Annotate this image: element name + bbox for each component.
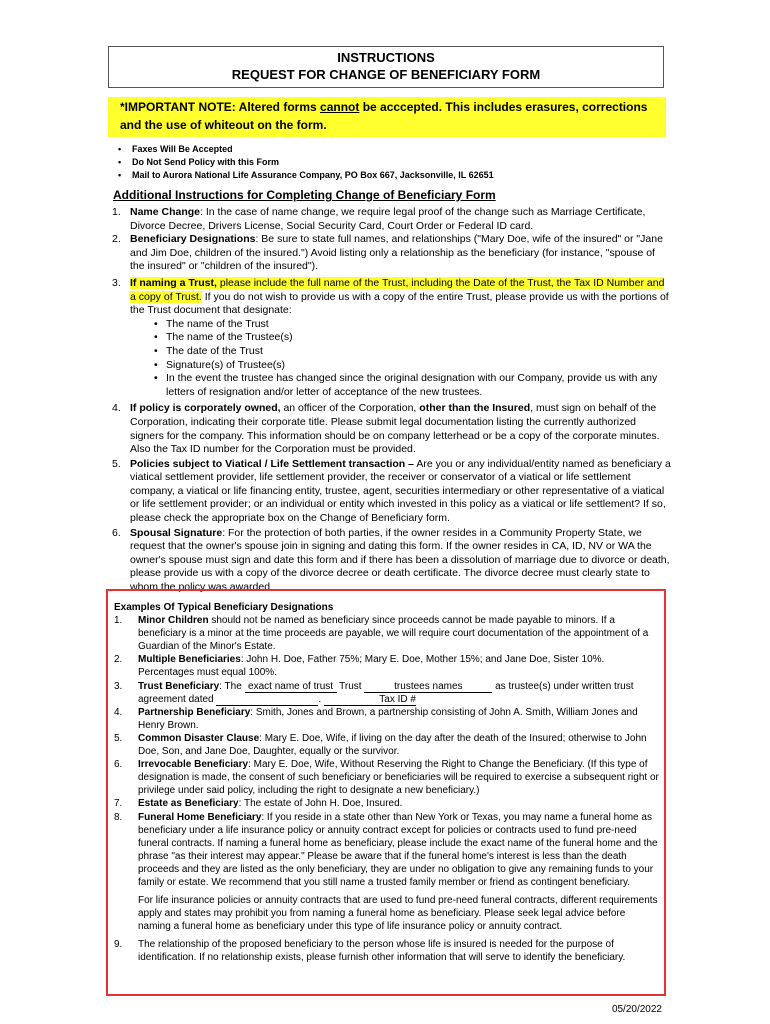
item-title: Multiple Beneficiaries (138, 654, 241, 666)
note-cannot: cannot (320, 100, 360, 114)
item-number: 3. (112, 276, 121, 289)
section-title: Additional Instructions for Completing Change of Beneficiary Form (113, 188, 496, 202)
item-text: as trustee(s) under written trust (492, 680, 634, 692)
item-number: 6. (112, 526, 121, 539)
item-text: . (318, 693, 324, 705)
examples-box (106, 589, 666, 996)
item-title: If naming a Trust, (130, 276, 217, 289)
item-text: If you do not wish to provide us with a copy of the entire Trust, please provide us with the portions of the Trust document that designate: (130, 290, 669, 317)
item-number: 8. (114, 811, 123, 823)
item-text: : The (219, 680, 245, 692)
item-number: 7. (114, 798, 123, 810)
item-title: Trust Beneficiary (138, 680, 220, 692)
instruction-name-change (112, 206, 672, 233)
instruction-spousal-signature (112, 527, 672, 595)
item-title: Beneficiary Designations (130, 233, 256, 246)
item-title: If policy is corporately owned, (130, 402, 281, 415)
examples-title: Examples Of Typical Beneficiary Designations (114, 602, 334, 613)
trust-list-item: • The date of the Trust (130, 345, 672, 359)
item-title: Common Disaster Clause (138, 732, 260, 744)
item-text: : Mary E. Doe, Wife, if living on the day after the death of the Insured; otherwise to John Doe, Son, and Jane Doe, Daughter, equally or the survivor. (138, 732, 647, 758)
agreement-date-field (216, 694, 318, 706)
trust-list-item: • In the event the trustee has changed since the original designation with our Company, provide us with any (130, 372, 672, 386)
note-text-2: be acccepted. This includes erasures, corrections (359, 100, 648, 114)
item-title: Irrevocable Beneficiary (138, 759, 249, 771)
item-number: 1. (112, 206, 121, 218)
funeral-home-note: For life insurance policies or annuity contracts that are used to fund pre-need funeral contracts, different requirements apply and states may prohibit you from naming a funeral home as beneficiary. Please seek legal advice before naming a funeral home as beneficiary under this type of life insurance policy or annuity contract. (138, 895, 658, 933)
item-highlight: please include the full name of the Trust, including the Date of the Trust, the Tax ID Number and a copy of Trust. (130, 276, 665, 303)
item-text: : Be sure to state full names, and relationships ("Mary Doe, wife of the insured" or "Jane and Jim Doe, children of the insured.") Avoid listing only a relationship as the beneficiary (for instance, "spouse of the insured" or "children of the insured"). (130, 233, 663, 273)
item-title: Name Change (130, 206, 201, 218)
item-text: : In the case of name change, we require legal proof of the change such as Marriage Certificate, Divorce Decree, Drivers License, Social Security Card, Court Order or Federal ID card. (130, 206, 646, 232)
item-title: Estate as Beneficiary (138, 798, 239, 810)
trust-list-item: • The name of the Trustee(s) (130, 331, 672, 345)
footer-date: 05/20/2022 (611, 1004, 662, 1015)
trust-name-field: exact name of trust (245, 681, 337, 693)
item-text: an officer of the Corporation, (280, 402, 420, 415)
item-text: agreement dated (138, 693, 217, 705)
note-text-1: *IMPORTANT NOTE: Altered forms (120, 100, 321, 114)
trust-list-item: • Signature(s) of Trustee(s) (130, 359, 672, 373)
item-number: 4. (112, 402, 121, 415)
example-partnership (114, 706, 660, 732)
note-text-3: and the use of whiteout on the form. (120, 118, 327, 132)
item-bold: other than the Insured (419, 402, 531, 415)
item-text: : If you reside in a state other than New York or Texas, you may name a funeral home as beneficiary under a life insurance policy or annuity contract except for policies or contracts used to fund pre-need funeral contracts. If naming a funeral home as beneficiary, please include the exact name of the funeral home and the phrase "as their interest may appear." Please be aware that if the funeral home's interest is less than the death proceeds and they are listed as the only beneficiary, they are under no obligation to give any remaining funds to your family or estate. We recommend that you still name a trusted family member or friend as contingent beneficiary. (138, 811, 658, 888)
header-title: INSTRUCTIONS (337, 50, 435, 65)
example-estate (114, 797, 660, 810)
item-number: 5. (114, 732, 123, 744)
submission-bullets (118, 143, 658, 182)
important-note (108, 97, 666, 137)
item-text: : Mary E. Doe, Wife, Without Reserving the Right to Change the Beneficiary. (If this type of designation is made, the consent of such beneficiary or beneficiaries will be required to exercise a subsequent right or privilege under said policy, including the right to designate a new beneficiary.) (138, 759, 659, 797)
form-header (108, 46, 664, 88)
item-text: Trust (336, 680, 365, 692)
item-number: 5. (112, 457, 121, 470)
item-number: 9. (114, 939, 123, 951)
item-text: : John H. Doe, Father 75%; Mary E. Doe, Mother 15%; and Jane Doe, Sister 10%. Percentages must equal 100%. (138, 654, 605, 679)
example-funeral-home (114, 811, 660, 934)
item-title: Funeral Home Beneficiary (138, 811, 262, 823)
item-title: Minor Children (138, 615, 209, 627)
item-number: 6. (114, 759, 123, 771)
item-text: : Smith, Jones and Brown, a partnership consisting of John A. Smith, William Jones and Henry Brown. (138, 706, 638, 731)
bullet-no-policy: • Do Not Send Policy with this Form (118, 156, 658, 169)
example-relationship (114, 938, 660, 964)
example-common-disaster (114, 732, 660, 758)
example-trust-beneficiary (114, 680, 660, 706)
item-title: Policies subject to Viatical / Life Settlement transaction – (130, 457, 414, 470)
trust-list-item: • The name of the Trust (130, 318, 672, 332)
item-number: 4. (114, 706, 123, 718)
instructions-list (112, 206, 672, 595)
instruction-corporate (112, 402, 672, 456)
bullet-fax: • Faxes Will Be Accepted (118, 143, 658, 156)
bullet-mail-address: • Mail to Aurora National Life Assurance Company, PO Box 667, Jacksonville, IL 62651 (118, 169, 658, 182)
tax-id-field: Tax ID # (324, 694, 416, 706)
item-title: Partnership Beneficiary (138, 706, 251, 718)
item-text: should not be named as beneficiary since proceeds cannot be made payable to minors. If a beneficiary is a minor at the time proceeds are payable, we will require court documentation of the appointment of a Guardian of the Minor's Estate. (138, 615, 649, 653)
instruction-trust (112, 277, 672, 399)
item-number: 2. (112, 233, 121, 246)
instruction-viatical (112, 458, 672, 526)
trustees-names-field: trustees names (364, 681, 492, 693)
item-number: 3. (114, 680, 123, 692)
item-text: : For the protection of both parties, if the owner resides in a Community Property State, we request that the owner's spouse join in signing and dating this form. If the owner resides in CA, ID, NV or WA the owner's spouse must sign and date this form and if there has been a dissolution of marriage due to divorce or death, please provide us with a copy of the divorce decree or death certificate. The divorce decree must clearly state to whom the policy was awarded. (130, 526, 670, 594)
item-text: The relationship of the proposed beneficiary to the person whose life is insured is needed for the purpose of identification. If no relationship exists, please furnish other information that will serve to identify the beneficiary. (138, 939, 626, 964)
item-title: Spousal Signature (130, 526, 223, 539)
item-text: : The estate of John H. Doe, Insured. (238, 798, 403, 810)
instruction-beneficiary-designations (112, 233, 672, 274)
item-text: , must sign on behalf of the Corporation, indicating their corporate title. Please submit legal documentation listing the currently authorized signers for the company. This information should be on company letterhead or be a copy of the corporate minutes. Also the Tax ID number for the Corporation must be provided. (130, 402, 660, 456)
item-number: 1. (114, 615, 123, 627)
header-subtitle: REQUEST FOR CHANGE OF BENEFICIARY FORM (231, 67, 541, 82)
example-minor-children (114, 614, 660, 653)
example-multiple-beneficiaries (114, 653, 660, 679)
trust-list-item-cont: letters of resignation and/or letter of acceptance of the new trustees. (166, 385, 483, 398)
item-text: Are you or any individual/entity named as beneficiary a viatical settlement provider, life settlement provider, the receiver or conservator of a viatical or life settlement company, a viatical or life financing entity, trustee, agent, securities intermediary or other representative of a viatical or life settlement provider; or an individual or entity which invested in this policy as a viatical or life settlement? If so, please check the appropriate box on the Change of Beneficiary form. (130, 457, 671, 525)
example-irrevocable (114, 758, 660, 797)
item-number: 2. (114, 654, 123, 666)
